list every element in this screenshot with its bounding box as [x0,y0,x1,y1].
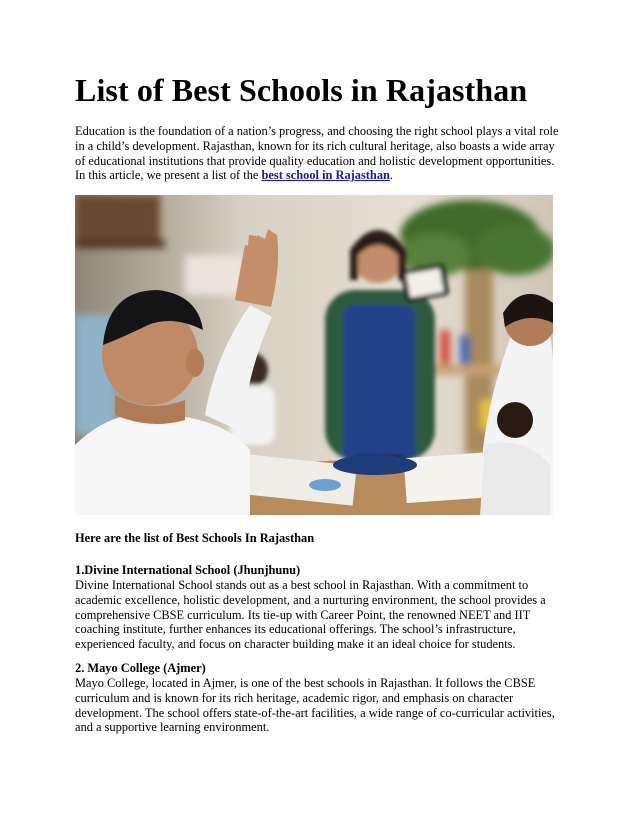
classroom-photo [75,195,553,515]
school-heading: 1.Divine International School (Jhunjhunu) [75,563,301,577]
intro-paragraph [75,124,565,183]
intro-text-end: . [389,168,394,183]
intro-text: Education is the foundation of a nation’s progress, and choosing the right school plays a vital role in a child’s development. Rajasthan, known for its rich cultural heritage, also boasts a wide array of educational institutions that provide quality education and holistic development opportunities. In this article, we present a list of the [75,124,559,183]
list-heading: Here are the list of Best Schools In Rajasthan [75,531,315,545]
school-description: Mayo College, located in Ajmer, is one of the best schools in Rajasthan. It follows the CBSE curriculum and is known for its rich heritage, academic rigor, and emphasis on character development. The school offers state-of-the-art facilities, a wide range of co-curricular activities, and a supportive learning environment. [75,676,555,735]
best-school-link[interactable]: best school in Rajasthan [261,168,390,183]
school-description: Divine International School stands out as a best school in Rajasthan. With a commitment to academic excellence, holistic development, and a nurturing environment, the school provides a comprehensive CBSE curriculum. Its tie-up with Career Point, the renowned NEET and IIT coaching institute, further enhances its educational offerings. The school’s infrastructure, experienced faculty, and focus on character building make it an ideal choice for students. [75,578,546,652]
page-title: List of Best Schools in Rajasthan [75,72,528,108]
school-section-mayo [75,661,567,735]
school-heading: 2. Mayo College (Ajmer) [75,661,206,675]
school-section-divine [75,563,567,652]
